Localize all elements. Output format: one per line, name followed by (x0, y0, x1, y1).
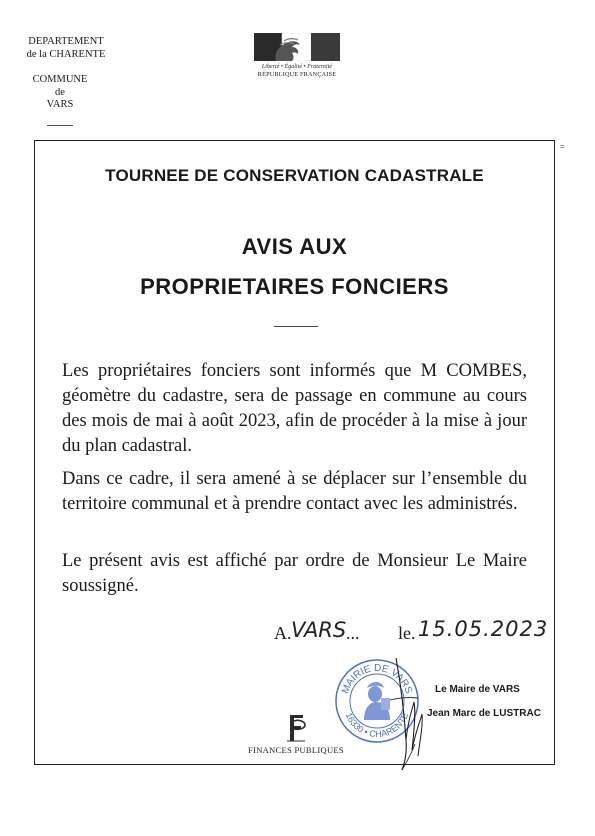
mayor-name: Jean Marc de LUSTRAC (427, 708, 541, 719)
republique-logo (254, 33, 340, 78)
commune-line-1: COMMUNE (32, 74, 88, 85)
notice-paragraph-1: Les propriétaires fonciers sont informés que M COMBES, géomètre du cadastre, sera de passage en commune au cours des mois de mai à août 2023, afin de procéder à la mise à jour du plan cadastral. (62, 361, 527, 456)
title-separator (274, 326, 318, 327)
notice-paragraph-2: Dans ce cadre, il sera amené à se déplacer sur l’ensemble du territoire communal et à prendre contact avec les administrés. (62, 469, 527, 514)
edge-mark: = (560, 142, 565, 151)
republic-name: RÉPUBLIQUE FRANÇAISE (257, 71, 337, 78)
finances-publiques-label: FINANCES PUBLIQUES (248, 745, 344, 755)
place-dots: ... (346, 623, 360, 643)
notice-title-line-1: AVIS AUX (241, 234, 348, 259)
seal-top-text: MAIRIE DE VARS (340, 662, 414, 696)
commune-block (20, 74, 100, 112)
department-line-2: de la CHARENTE (26, 49, 106, 60)
finances-publiques-logo-icon (283, 713, 309, 743)
place-label: A. (274, 623, 292, 643)
place-value: VARS (291, 618, 347, 642)
republic-motto: Liberté • Égalité • Fraternité (261, 64, 333, 70)
mayor-title: Le Maire de VARS (435, 684, 520, 695)
marianne-icon (254, 33, 340, 61)
notice-heading: TOURNEE DE CONSERVATION CADASTRALE (105, 166, 484, 185)
notice-paragraph-3: Le présent avis est affiché par ordre de Monsieur Le Maire soussigné. (62, 551, 527, 596)
department-block (20, 35, 112, 61)
commune-line-2: de (55, 86, 65, 98)
department-line-1: DEPARTEMENT (28, 36, 104, 47)
date-value: 15.05.2023 (418, 617, 549, 641)
header-divider (47, 125, 73, 126)
commune-line-3: VARS (46, 99, 74, 110)
date-label: le. (398, 623, 416, 643)
notice-title-line-2: PROPRIETAIRES FONCIERS (140, 274, 449, 299)
seal-bottom-text: 16330 • CHARENTE (343, 711, 411, 740)
